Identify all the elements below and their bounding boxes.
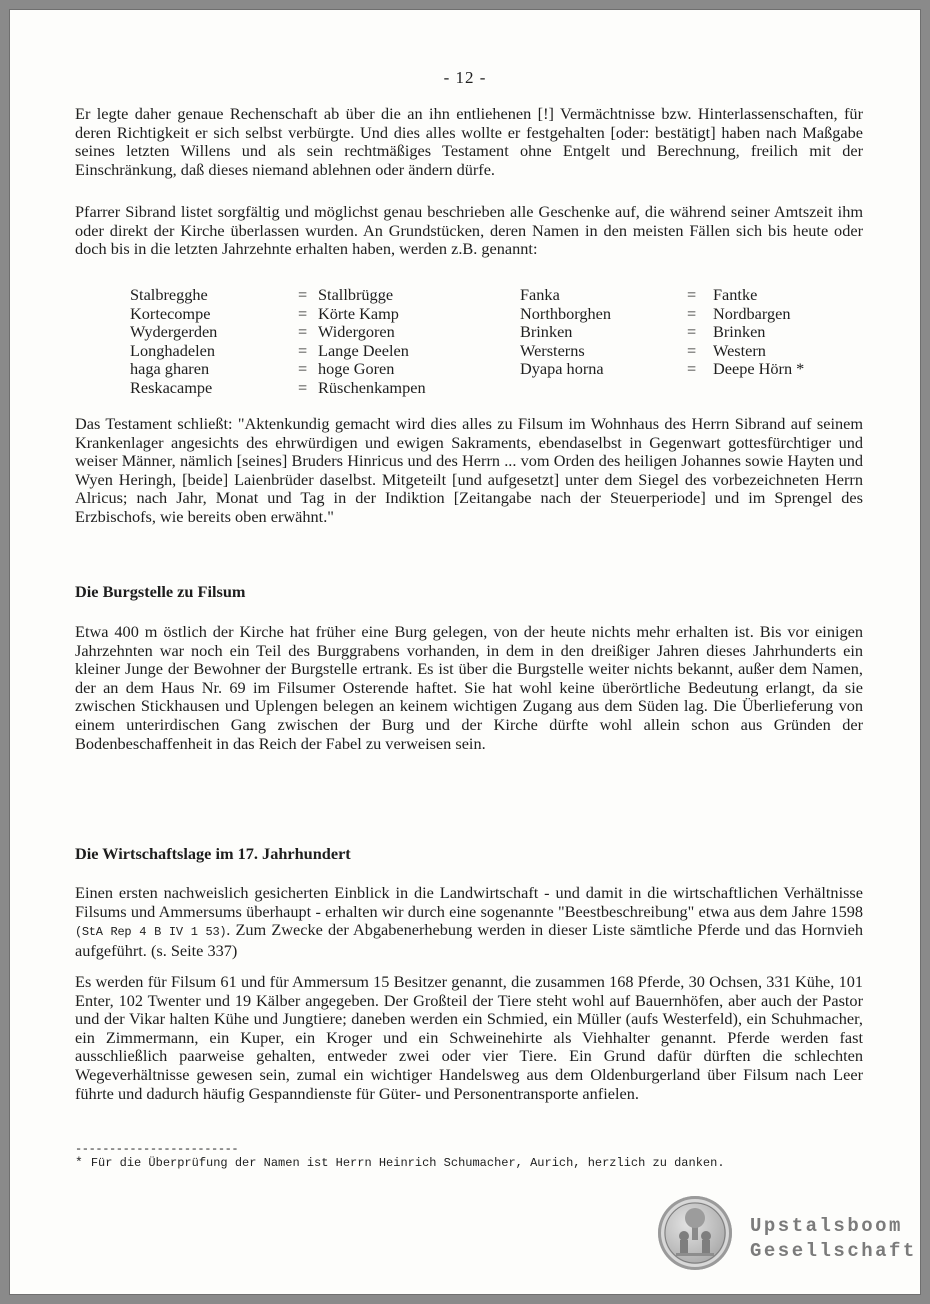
paragraph-text: . Zum Zwecke der Abgabenerhebung werden in dieser Liste sämtliche Pferde und das Hornvieh aufgeführt. (s. Seite 337)	[75, 920, 863, 960]
old-name: Brinken	[520, 322, 573, 342]
modern-name: Rüschenkampen	[318, 377, 426, 397]
modern-name: Stallbrügge	[318, 285, 394, 304]
modern-name: hoge Goren	[318, 359, 395, 379]
paragraph-gifts: Pfarrer Sibrand listet sorgfältig und möglichst genau beschrieben alle Geschenke auf, die während seiner Amtszeit ihm oder direkt der Kirche überlassen wurden. An Grundstücken, deren Namen in den meisten Fällen sich bis heute oder doch bis in die letzten Jahrzehnte erhalten haben, werden z.B. genannt:	[75, 202, 863, 259]
equals-sign: =	[687, 285, 697, 304]
paragraph-beestbeschreibung	[75, 884, 863, 960]
equals-sign: =	[298, 359, 308, 379]
modern-name: Nordbargen	[713, 303, 791, 323]
modern-name: Fantke	[713, 285, 758, 304]
archive-reference: (StA Rep 4 B IV 1 53)	[75, 925, 227, 940]
old-name: Longhadelen	[130, 340, 215, 360]
old-name: Dyapa horna	[520, 359, 604, 379]
society-name-line2: Gesellschaft	[750, 1240, 917, 1262]
equals-sign: =	[298, 340, 308, 360]
footnote	[75, 1155, 875, 1170]
modern-name: Western	[713, 340, 766, 360]
paragraph-text: Einen ersten nachweislich gesicherten Einblick in die Landwirtschaft - und damit in die wirtschaftlichen Verhältnisse Filsums und Ammersums überhaupt - erhalten wir durch eine sogenannte "Beestbeschreibung" etwa aus dem Jahre 1598	[75, 883, 863, 921]
old-name: Fanka	[520, 285, 560, 304]
equals-sign: =	[687, 359, 697, 379]
society-logo-text	[750, 1214, 917, 1264]
equals-sign: =	[687, 303, 697, 323]
modern-name: Brinken	[713, 322, 766, 342]
seal-figures-icon	[658, 1196, 732, 1270]
paragraph-testament-quote: Das Testament schließt: "Aktenkundig gemacht wird dies alles zu Filsum im Wohnhaus des Herrn Sibrand auf seinem Krankenlager angesichts des ehrwürdigen und ewigen Sakraments, ebendaselbst in Gegenwart gottesfürchtiger und weiser Männer, nämlich [seines] Bruders Hinricus und des Herrn ... vom Orden des heiligen Johannes sowie Hayten und Wyen Heringh, [beide] Laienbrüder daselbst. Mitgeteilt [und aufgesetzt] unter dem Siegel des vorbezeichneten Herrn Alricus; nach Jahr, Monat und Tag in der Indiktion [Zeitangabe nach der Steuerperiode] und im Sprengel des Erzbischofs, wie bereits oben erwähnt."	[75, 414, 863, 526]
equals-sign: =	[687, 340, 697, 360]
document-page	[10, 10, 920, 1294]
section-heading-wirtschaftslage: Die Wirtschaftslage im 17. Jahrhundert	[75, 844, 351, 863]
footnote-text: Für die Überprüfung der Namen ist Herrn Heinrich Schumacher, Aurich, herzlich zu danken.	[90, 1156, 725, 1170]
old-name: haga gharen	[130, 359, 210, 379]
modern-name: Körte Kamp	[318, 303, 399, 323]
modern-name: Widergoren	[318, 322, 395, 342]
old-name: Wydergerden	[130, 322, 218, 342]
equals-sign: =	[298, 303, 308, 323]
old-name: Reskacampe	[130, 377, 213, 397]
society-seal-icon	[658, 1196, 732, 1270]
old-name: Kortecompe	[130, 303, 211, 323]
equals-sign: =	[298, 322, 308, 342]
equals-sign: =	[687, 322, 697, 342]
page-number: - 12 -	[443, 68, 487, 87]
paragraph-burgstelle: Etwa 400 m östlich der Kirche hat früher eine Burg gelegen, von der heute nichts mehr erhalten ist. Bis vor einigen Jahrzehnten war noch ein Teil des Burggrabens vorhanden, in dem in den dreißiger Jahren dieses Jahrhunderts ein kleiner Junge der Bewohner der Burgstelle ertrank. Es ist über die Burgstelle weiter nichts bekannt, außer dem Namen, der an dem Haus Nr. 69 im Filsumer Osterende haftet. Sie hat wohl keine überörtliche Bedeutung erlangt, da sie zwischen Stickhausen und Uplengen belegen an keinem wichtigen Zugang aus dem Süden lag. Die Überlieferung von einem unterirdischen Gang zwischen der Burg und der Kirche dürfte wohl allein schon aus Gründen der Bodenbeschaffenheit in das Reich der Fabel zu verweisen sein.	[75, 622, 863, 753]
footnote-separator: ------------------------	[75, 1142, 239, 1156]
equals-sign: =	[298, 285, 308, 304]
modern-name: Lange Deelen	[318, 340, 409, 360]
footnote-mark: *	[75, 1155, 83, 1170]
section-heading-burgstelle: Die Burgstelle zu Filsum	[75, 582, 246, 601]
paragraph-livestock: Es werden für Filsum 61 und für Ammersum 15 Besitzer genannt, die zusammen 168 Pferde, 30 Ochsen, 331 Kühe, 101 Enter, 102 Twenter und 19 Kälber angegeben. Der Großteil der Tiere steht wohl auf Bauernhöfen, aber auch der Pastor und der Vikar halten Kühe und Jungtiere; daneben werden ein Schmied, ein Müller (aufs Westerfeld), ein Schuhmacher, ein Zimmermann, ein Kuper, ein Kroger und ein Schweinehirte als Viehhalter genannt. Pferde werden fast ausschließlich paarweise gehalten, entweder zwei oder vier Tiere. Ein Grund dafür dürften die schlechten Wegeverhältnisse gewesen sein, zumal ein wichtiger Handelsweg aus dem Oldenburgerland über Filsum nach Leer führte und dadurch häufig Gespanndienste für Güter- und Personentransporte anfielen.	[75, 972, 863, 1103]
old-name: Stalbregghe	[130, 285, 208, 304]
old-name: Wersterns	[520, 340, 585, 360]
society-name-line1: Upstalsboom	[750, 1215, 903, 1237]
equals-sign: =	[298, 377, 308, 397]
old-name: Northborghen	[520, 303, 612, 323]
paragraph-accounting: Er legte daher genaue Rechenschaft ab über die an ihn entliehenen [!] Vermächtnisse bzw. Hinterlassenschaften, für deren Richtigkeit er sich selbst verbürgte. Und dies alles wollte er festgehalten [oder: bestätigt] haben nach Maßgabe seines letzten Willens und als sein rechtmäßiges Testament ohne Entgelt und Berechnung, freilich mit der Einschränkung, daß dieses niemand ablehnen oder ändern dürfe.	[75, 104, 863, 179]
modern-name: Deepe Hörn *	[713, 359, 805, 379]
